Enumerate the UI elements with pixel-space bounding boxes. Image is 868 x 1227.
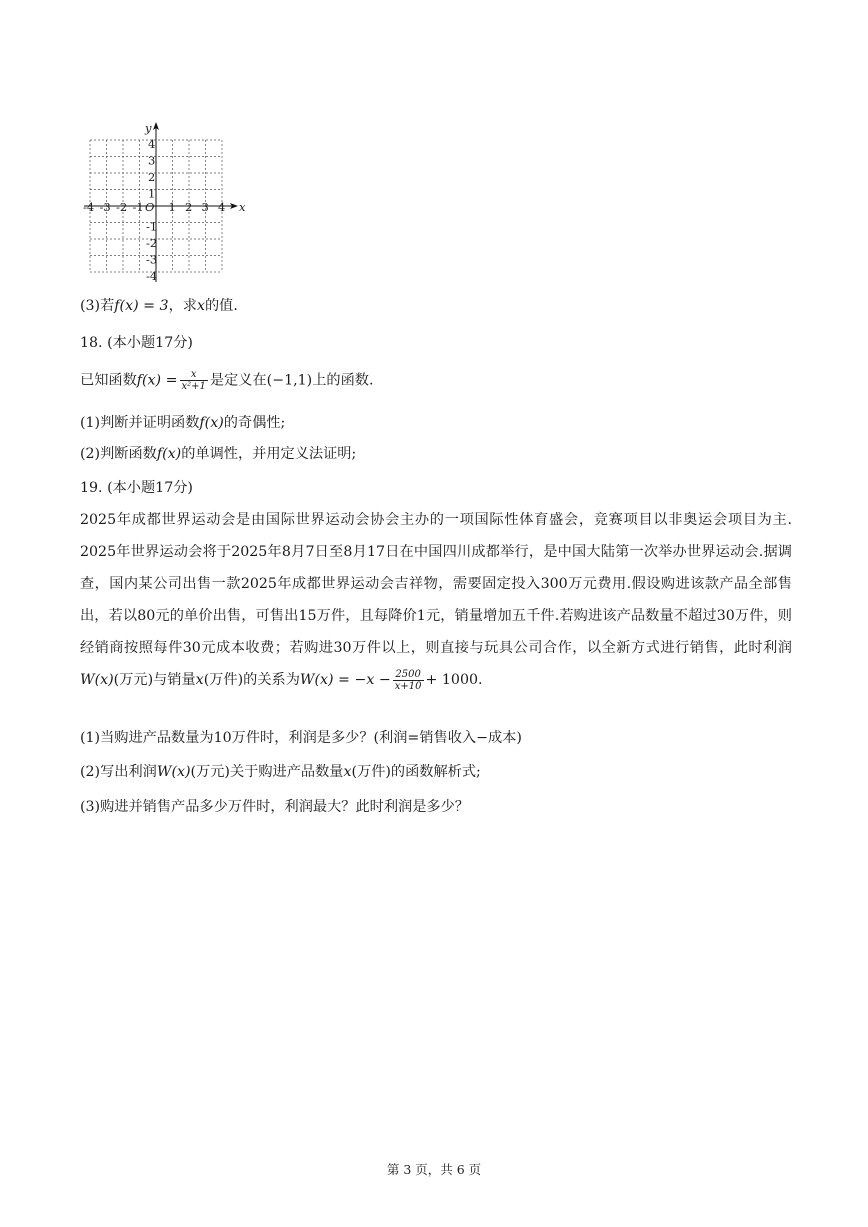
q19-body	[80, 504, 792, 696]
coordinate-grid-svg	[80, 110, 260, 285]
q17-part3-fx: f(x) = 3	[114, 298, 169, 314]
q19-t1: (万元)与销量	[113, 672, 196, 688]
y-tick-label: -3	[146, 252, 158, 267]
q18-stem-suffix: 上的函数.	[312, 372, 374, 389]
y-tick-label: -1	[146, 219, 158, 234]
x-tick-label: -1	[132, 200, 144, 214]
q19-part2	[80, 762, 481, 782]
x-tick-label: 4	[218, 200, 226, 214]
q19-part2-x: x	[343, 764, 352, 780]
q18-interval: (−1,1)	[266, 372, 313, 389]
q19-w1: W(x)	[80, 672, 114, 688]
q18-part1-fx: f(x)	[199, 415, 224, 431]
y-tick-label: 1	[148, 186, 156, 201]
q17-part3	[80, 296, 238, 316]
q19-heading: 19. (本小题17分)	[80, 480, 193, 496]
q18-stem	[80, 369, 373, 392]
q19-part1: (1)当购进产品数量为10万件时，利润是多少？(利润=销售收入−成本)	[80, 730, 522, 746]
q19-t2: (万件)的关系为	[203, 672, 300, 688]
q17-part3-x: x	[196, 298, 205, 314]
q18-fx: f(x) =	[136, 372, 178, 389]
q18-frac-num: x	[180, 369, 208, 381]
origin-label: O	[145, 200, 155, 214]
q18-stem-mid: 是定义在	[209, 372, 267, 389]
q18-part2-prefix: (2)判断函数	[80, 446, 157, 462]
q19-part2-w: W(x)	[156, 764, 191, 780]
x-tick-label: 2	[185, 200, 193, 214]
x-tick-label: 3	[201, 200, 209, 214]
q19-body-text: 2025年成都世界运动会是由国际世界运动会协会主办的一项国际性体育盛会，竞赛项目以非奥运会项目为主. 2025年世界运动会将于2025年8月7日至8月17日在中国四川成都举行，是中国大陆第一次举办世界运动会.据调查，国内某公司出售一款2025年成都世界运动会吉祥物，需要固定投入300万元费用.假设购进该款产品全部售出，若以80元的单价出售，可售出15万件，且每降价1元，销量增加五千件.若购进该产品数量不超过30万件，则经销商按照每件30元成本收费；若购进30万件以上，则直接与玩具公司合作，以全新方式进行销售，此时利润	[80, 512, 792, 656]
q18-stem-prefix: 已知函数	[80, 372, 137, 389]
q19-part2-prefix: (2)写出利润	[80, 764, 157, 780]
q18-heading: 18. (本小题17分)	[80, 335, 193, 351]
q18-part2-suffix: 的单调性，并用定义法证明;	[181, 446, 357, 462]
q19-frac-den: x+10	[394, 680, 422, 692]
q18-part1	[80, 413, 285, 433]
q18-part2-fx: f(x)	[156, 446, 182, 462]
x-tick-label: -4	[83, 200, 95, 214]
q17-part3-prefix: (3)若	[80, 298, 115, 314]
q19-part3: (3)购进并销售产品多少万件时，利润最大？此时利润是多少？	[80, 799, 469, 815]
x-tick-label: 1	[168, 200, 176, 214]
q17-part3-mid: ，求	[168, 298, 197, 314]
q19-w2: W(x) = −x −	[299, 672, 391, 688]
coordinate-grid-figure	[80, 110, 260, 285]
x-tick-label: -3	[99, 200, 111, 214]
y-tick-label: -4	[146, 269, 158, 283]
x-tick-label: -2	[116, 200, 128, 214]
y-tick-label: 3	[148, 153, 156, 168]
x-axis-label: x	[239, 200, 246, 214]
q19-frac-num: 2500	[393, 669, 424, 681]
q19-x1: x	[195, 672, 204, 688]
q19-fraction	[393, 669, 424, 692]
q18-part1-suffix: 的奇偶性;	[223, 415, 286, 431]
y-tick-label: 2	[148, 170, 156, 184]
q17-part3-suffix: 的值.	[204, 298, 238, 314]
q19-part2-suffix: (万件)的函数解析式;	[351, 764, 481, 780]
q19-tail: + 1000.	[425, 672, 483, 688]
q18-fraction	[180, 369, 208, 392]
y-tick-label: -2	[146, 236, 158, 250]
y-tick-label: 4	[148, 137, 156, 151]
page-footer: 第 3 页，共 6 页	[386, 1162, 482, 1177]
q18-part1-prefix: (1)判断并证明函数	[80, 415, 200, 431]
y-axis-label: y	[145, 121, 152, 135]
q18-frac-den: x²+1	[181, 381, 206, 392]
q19-part2-mid: (万元)关于购进产品数量	[190, 764, 344, 780]
q18-part2	[80, 444, 356, 464]
